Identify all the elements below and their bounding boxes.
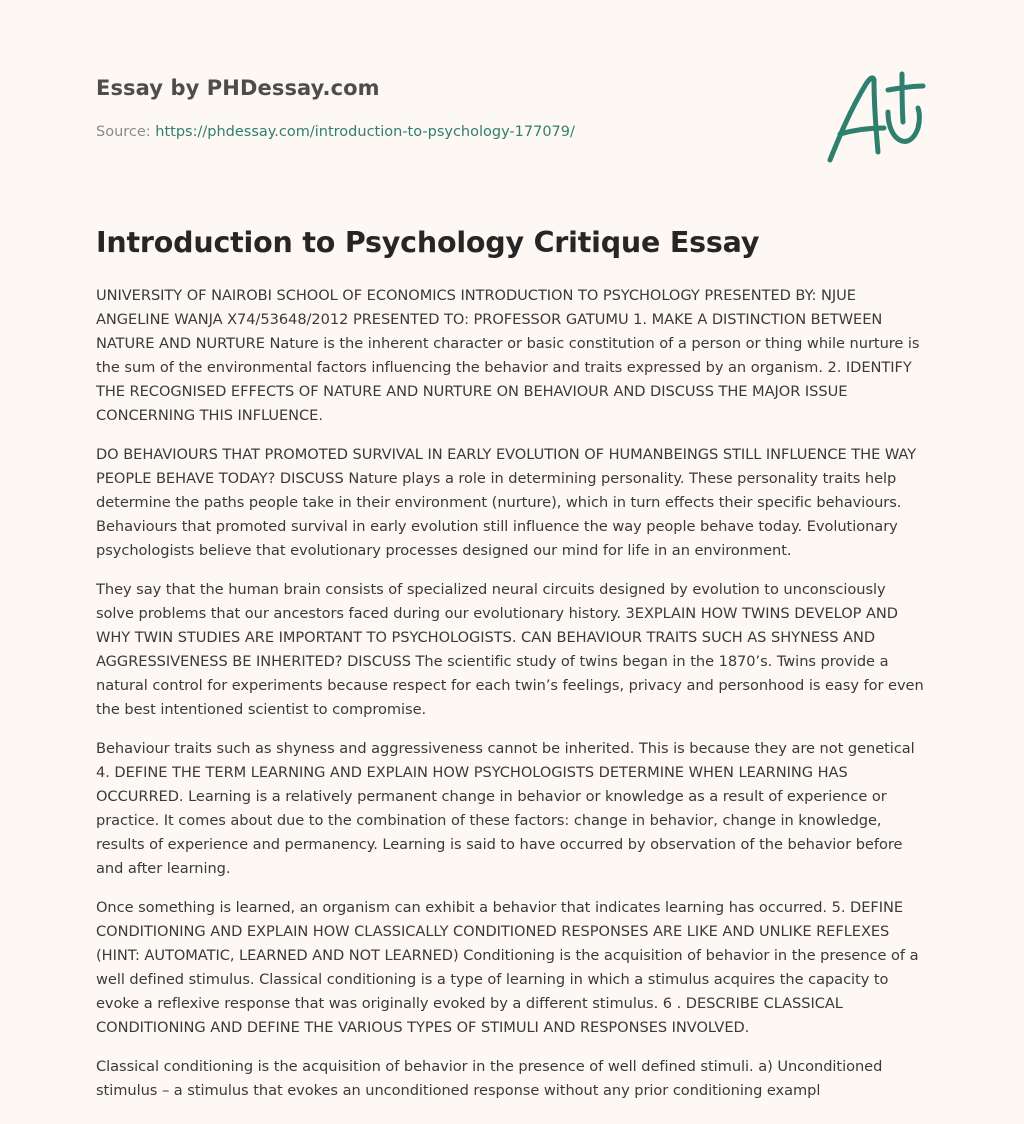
essay-paragraph: They say that the human brain consists of specialized neural circuits designed by evolution to unconsciously solve problems that our ancestors faced during our evolutionary history. 3EXPLAIN HOW TWINS DEVELOP AND WHY TWIN STUDIES ARE IMPORTANT TO PSYCHOLOGISTS. CAN BEHAVIOUR TRAITS SUCH AS SHYNESS AND AGGRESSIVENESS BE INHERITED? DISCUSS The scientific study of twins began in the 1870’s. Twins provide a natural control for experiments because respect for each twin’s feelings, privacy and personhood is easy for even the best intentioned scientist to compromise. <box>96 581 924 718</box>
source-link[interactable]: https://phdessay.com/introduction-to-psychology-177079/ <box>155 124 575 140</box>
source-label: Source: <box>96 124 156 140</box>
a-plus-logo-icon <box>826 68 926 164</box>
essay-paragraph: UNIVERSITY OF NAIROBI SCHOOL OF ECONOMICS INTRODUCTION TO PSYCHOLOGY PRESENTED BY: NJUE ANGELINE WANJA X74/53648/2012 PRESENTED TO: PROFESSOR GATUMU 1. MAKE A DISTINCTION BETWEEN NATURE AND NURTURE Nature is the inherent character or basic constitution of a person or thing while nurture is the sum of the environmental factors influencing the behavior and traits expressed by an organism. 2. IDENTIFY THE RECOGNISED EFFECTS OF NATURE AND NURTURE ON BEHAVIOUR AND DISCUSS THE MAJOR ISSUE CONCERNING THIS INFLUENCE. <box>96 287 920 424</box>
essay-paragraph: Once something is learned, an organism can exhibit a behavior that indicates learning has occurred. 5. DEFINE CONDITIONING AND EXPLAIN HOW CLASSICALLY CONDITIONED RESPONSES ARE LIKE AND UNLIKE REFLEXES (HINT: AUTOMATIC, LEARNED AND NOT LEARNED) Conditioning is the acquisition of behavior in the presence of a well defined stimulus. Classical conditioning is a type of learning in which a stimulus acquires the capacity to evoke a reflexive response that was originally evoked by a different stimulus. 6 . DESCRIBE CLASSICAL CONDITIONING AND DEFINE THE VARIOUS TYPES OF STIMULI AND RESPONSES INVOLVED. <box>96 899 919 1036</box>
essay-paragraph: Behaviour traits such as shyness and aggressiveness cannot be inherited. This is because they are not genetical 4. DEFINE THE TERM LEARNING AND EXPLAIN HOW PSYCHOLOGISTS DETERMINE WHEN LEARNING HAS OCCURRED. Learning is a relatively permanent change in behavior or knowledge as a result of experience or practice. It comes about due to the combination of these factors: change in behavior, change in knowledge, results of experience and permanency. Learning is said to have occurred by observation of the behavior before and after learning. <box>96 740 915 877</box>
essay-body <box>96 284 928 1118</box>
site-name: Essay by PHDessay.com <box>96 76 380 100</box>
essay-title: Introduction to Psychology Critique Essay <box>96 226 760 259</box>
essay-paragraph: Classical conditioning is the acquisition of behavior in the presence of well defined stimuli. a) Unconditioned stimulus – a stimulus that evokes an unconditioned response without any prior conditioning exampl <box>96 1058 883 1099</box>
essay-paragraph: DO BEHAVIOURS THAT PROMOTED SURVIVAL IN EARLY EVOLUTION OF HUMANBEINGS STILL INFLUENCE THE WAY PEOPLE BEHAVE TODAY? DISCUSS Nature plays a role in determining personality. These personality traits help determine the paths people take in their environment (nurture), which in turn effects their specific behaviours. Behaviours that promoted survival in early evolution still influence the way people behave today. Evolutionary psychologists believe that evolutionary processes designed our mind for life in an environment. <box>96 446 917 559</box>
page-header <box>96 0 928 180</box>
source-line <box>96 124 575 140</box>
